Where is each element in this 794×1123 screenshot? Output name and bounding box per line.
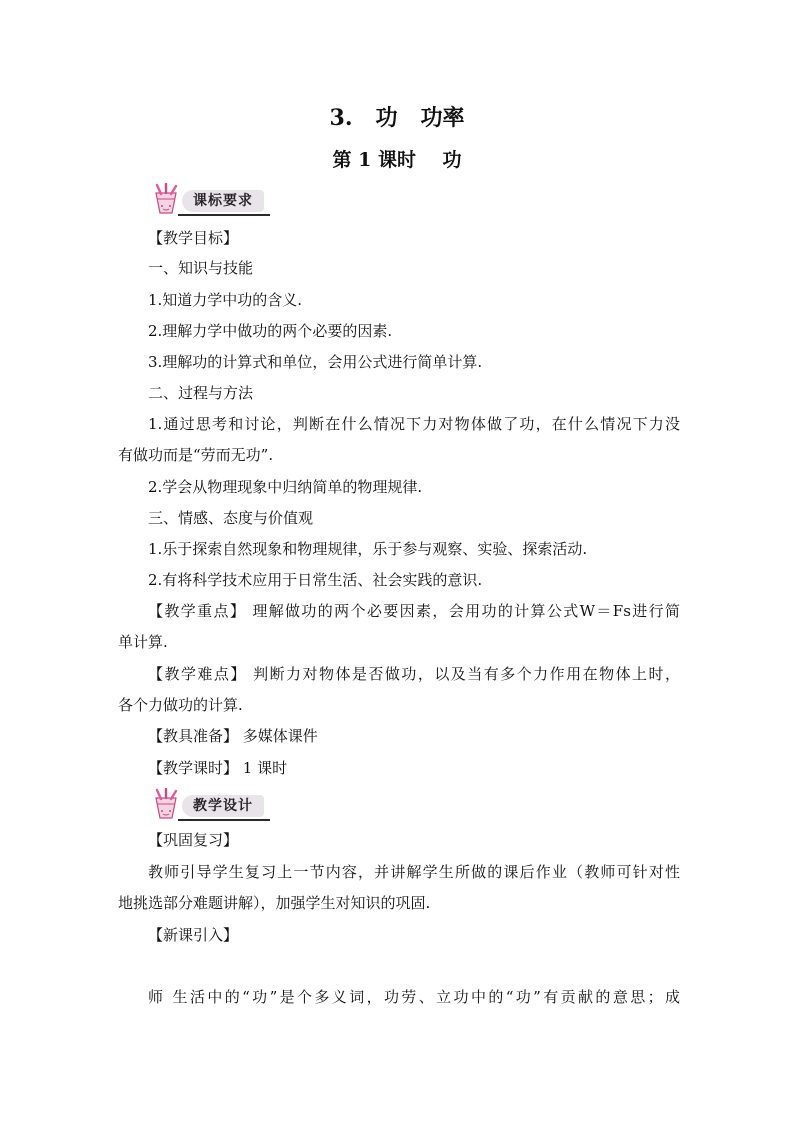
badge-underline	[178, 819, 270, 821]
review-line-2: 地挑选部分难题讲解），加强学生对知识的巩固.	[118, 894, 431, 912]
key-points-line-1: 【教学重点】 理解做功的两个必要因素，会用功的计算公式W＝Fs进行简	[148, 602, 680, 620]
part3-heading: 三、情感、态度与价值观	[148, 509, 314, 527]
section-badge-requirements	[148, 183, 272, 217]
goals-heading: 【教学目标】	[148, 229, 239, 247]
page-title: 3. 功 功率	[329, 105, 465, 131]
part2-item-1-line-2: 有做功而是“劳而无功”.	[118, 446, 274, 464]
badge-underline	[178, 214, 270, 216]
page-subtitle: 第 1 课时 功	[332, 149, 462, 171]
part1-item-3: 3.理解功的计算式和单位，会用公式进行简单计算.	[148, 353, 483, 371]
difficulty-line-2: 各个力做功的计算.	[118, 696, 243, 714]
pencil-cup-icon	[148, 183, 184, 217]
difficulty-line-1: 【教学难点】 判断力对物体是否做功，以及当有多个力作用在物体上时，	[148, 665, 680, 683]
hours-line: 【教学课时】 1 课时	[148, 759, 288, 777]
tools-line: 【教具准备】 多媒体课件	[148, 727, 318, 745]
part3-item-2: 2.有将科学技术应用于日常生活、社会实践的意识.	[148, 571, 483, 589]
part3-item-1: 1.乐于探索自然现象和物理规律，乐于参与观察、实验、探索活动.	[148, 540, 588, 558]
key-points-line-2: 单计算.	[118, 633, 168, 651]
part2-item-2: 2.学会从物理现象中归纳简单的物理规律.	[148, 478, 423, 496]
review-heading: 【巩固复习】	[148, 831, 239, 849]
review-line-1: 教师引导学生复习上一节内容，并讲解学生所做的课后作业（教师可针对性	[148, 863, 680, 881]
section-badge-label: 教学设计	[182, 795, 264, 817]
part1-heading: 一、知识与技能	[148, 259, 254, 277]
section-badge-design	[148, 788, 272, 822]
part2-item-1-line-1: 1.通过思考和讨论，判断在什么情况下力对物体做了功，在什么情况下力没	[148, 415, 680, 433]
part1-item-2: 2.理解力学中做功的两个必要的因素.	[148, 322, 393, 340]
part2-heading: 二、过程与方法	[148, 384, 254, 402]
intro-line-1: 师 生活中的“功”是个多义词，功劳、立功中的“功”有贡献的意思；成	[148, 988, 680, 1006]
intro-heading: 【新课引入】	[148, 926, 239, 944]
part1-item-1: 1.知道力学中功的含义.	[148, 291, 303, 309]
section-badge-label: 课标要求	[182, 190, 264, 212]
pencil-cup-icon	[148, 788, 184, 822]
